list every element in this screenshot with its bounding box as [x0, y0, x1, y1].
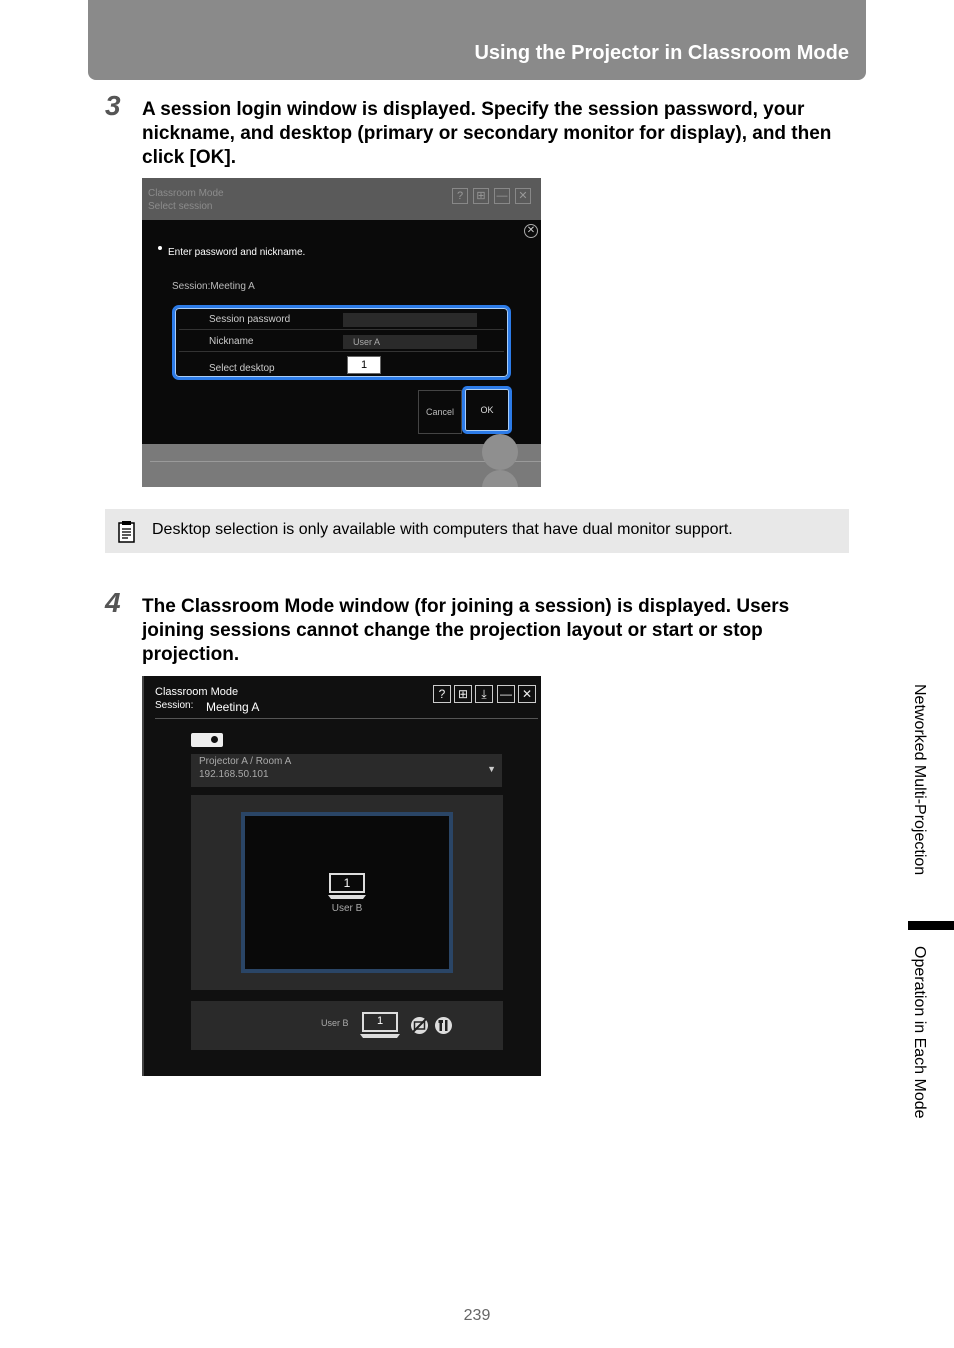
background-circle [482, 470, 518, 487]
projector-ip: 192.168.50.101 [199, 769, 269, 780]
cancel-button[interactable]: Cancel [418, 390, 462, 434]
close-icon[interactable]: ✕ [524, 224, 538, 238]
login-prompt: Enter password and nickname. [168, 247, 306, 258]
tools-icon [434, 1016, 453, 1035]
divider [155, 718, 538, 719]
background-window [142, 444, 541, 487]
login-form-highlight [172, 305, 511, 380]
help-button[interactable]: ? [433, 685, 451, 703]
desktop-selector[interactable]: 1 [347, 356, 381, 374]
minimize-button[interactable]: — [494, 188, 510, 204]
login-window-title: Classroom Mode [148, 188, 224, 199]
close-button[interactable]: ✕ [518, 685, 536, 703]
bullet-icon [158, 246, 162, 250]
step-number-3: 3 [105, 90, 121, 121]
background-circle [482, 434, 518, 470]
login-titlebar [142, 178, 541, 220]
help-button[interactable]: ? [452, 188, 468, 204]
login-window-screenshot [142, 178, 541, 487]
note-text: Desktop selection is only available with computers that have dual monitor support. [152, 521, 733, 538]
user-bar [191, 1001, 503, 1050]
screen-number: 1 [343, 876, 351, 890]
nickname-input[interactable]: User A [343, 335, 477, 349]
step-3-text: A session login window is displayed. Specify the session password, your nickname, and desktop (primary or secondary monitor for display), and then click [OK]. [142, 99, 832, 168]
minimize-button[interactable]: — [497, 685, 515, 703]
desktop-row [179, 355, 504, 375]
desktop-label: Select desktop [209, 363, 275, 374]
sidebar-chapter: Operation in Each Mode [911, 946, 928, 1119]
nickname-row [179, 332, 504, 352]
close-button[interactable]: ✕ [515, 188, 531, 204]
password-row [179, 310, 504, 330]
user-name: User B [321, 1018, 349, 1028]
user-desktop-number: 1 [376, 1015, 384, 1027]
session-label: Session: [155, 700, 194, 711]
projection-screen [241, 812, 453, 973]
password-input[interactable] [343, 313, 477, 327]
note-box [105, 509, 849, 553]
session-name: Meeting A [206, 700, 260, 714]
projector-select[interactable] [191, 754, 502, 787]
page-header [88, 0, 866, 80]
sidebar-section: Networked Multi-Projection [911, 684, 928, 876]
step-number-4: 4 [105, 587, 121, 618]
chevron-down-icon[interactable]: ▼ [487, 764, 496, 774]
layout-button[interactable]: ⊞ [454, 685, 472, 703]
header-title: Using the Projector in Classroom Mode [474, 42, 849, 64]
layout-button[interactable]: ⊞ [473, 188, 489, 204]
projection-layout-area [191, 795, 503, 990]
nickname-label: Nickname [209, 336, 254, 347]
no-projection-icon [410, 1016, 429, 1035]
login-window-subtitle: Select session [148, 201, 213, 212]
divider [150, 461, 541, 462]
download-button[interactable]: ⤓ [475, 685, 493, 703]
ok-button[interactable]: OK [462, 386, 512, 434]
classroom-window-screenshot [142, 676, 541, 1076]
screen-user-name: User B [331, 903, 363, 914]
sidebar-marker [908, 921, 954, 930]
projector-icon [191, 733, 223, 747]
page-number: 239 [463, 1307, 491, 1324]
memo-icon [117, 520, 137, 544]
session-label: Session:Meeting A [172, 281, 255, 292]
projector-name: Projector A / Room A [199, 756, 292, 767]
password-label: Session password [209, 314, 291, 325]
login-body [142, 220, 541, 444]
step-4-text: The Classroom Mode window (for joining a session) is displayed. Users joining sessions cannot change the projection layout or start or stop projection. [142, 596, 790, 665]
classroom-window-title: Classroom Mode [155, 686, 239, 698]
